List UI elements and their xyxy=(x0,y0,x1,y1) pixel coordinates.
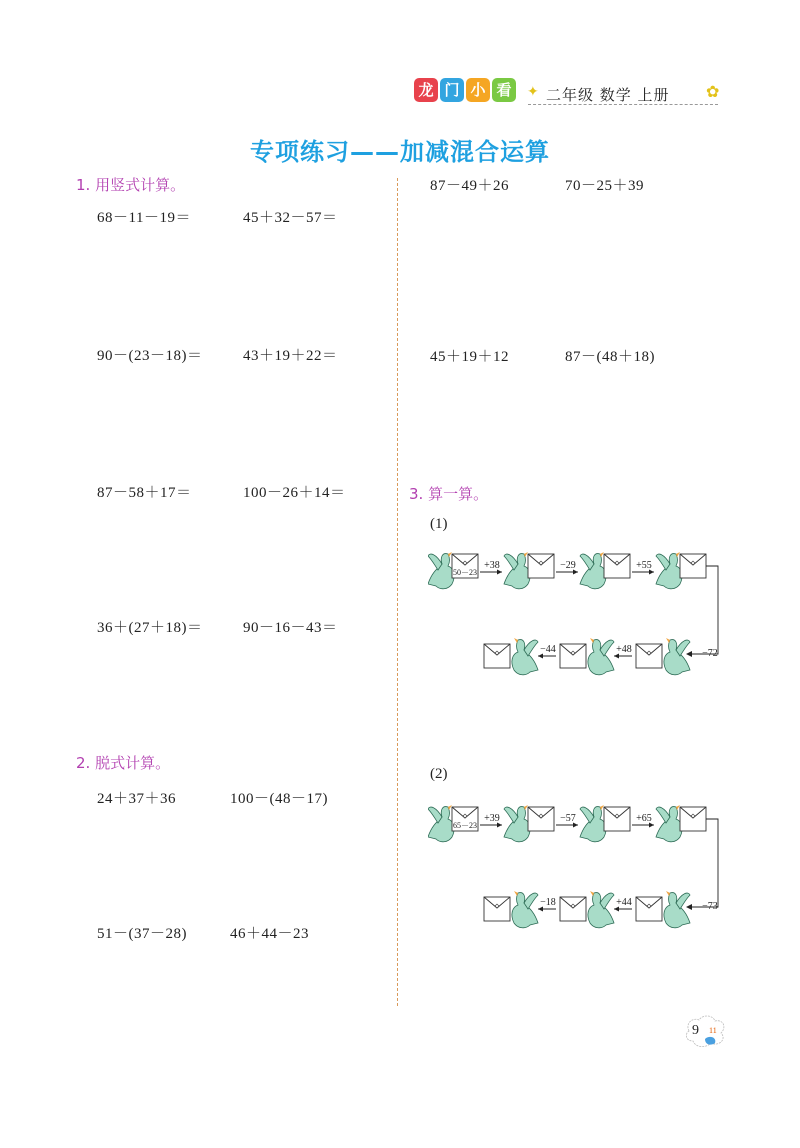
operation-label: −72 xyxy=(702,648,718,659)
operation-arrow xyxy=(632,560,654,575)
section2-heading: 2. 脱式计算。 xyxy=(76,754,171,772)
operation-label: −44 xyxy=(540,644,556,655)
chain-start-value: 65－23 xyxy=(453,821,477,830)
dove-icon xyxy=(656,805,682,842)
problem: 87－58＋17＝ xyxy=(97,485,192,501)
envelope-box xyxy=(680,554,706,578)
dove-icon xyxy=(428,805,454,842)
envelope-box xyxy=(452,807,478,831)
logo-char: 门 xyxy=(440,78,464,102)
problem: 70－25＋39 xyxy=(565,178,645,194)
operation-label: +44 xyxy=(616,897,632,908)
problem: 24＋37＋36 xyxy=(97,791,177,807)
envelope-box xyxy=(528,554,554,578)
dove-icon xyxy=(428,552,454,589)
operation-arrow xyxy=(614,897,632,912)
dove-icon xyxy=(588,638,614,675)
operation-chain-2 xyxy=(428,797,728,939)
chain-start-value: 50－23 xyxy=(453,568,477,577)
operation-label: −73 xyxy=(702,901,718,912)
dove-icon xyxy=(512,891,538,928)
envelope-box xyxy=(560,644,586,668)
logo-char: 小 xyxy=(466,78,490,102)
problem: 45＋32－57＝ xyxy=(243,210,338,226)
page-sub-number: 11 xyxy=(709,1026,717,1035)
logo-char: 龙 xyxy=(414,78,438,102)
page-title: 专项练习——加减混合运算 xyxy=(250,138,550,166)
operation-arrow xyxy=(686,566,718,659)
problem: 100－26＋14＝ xyxy=(243,485,346,501)
chain-label: (1) xyxy=(430,516,448,532)
operation-arrow xyxy=(538,644,556,659)
problem: 90－(23－18)＝ xyxy=(97,348,203,364)
operation-label: +55 xyxy=(636,560,652,571)
operation-label: −29 xyxy=(560,560,576,571)
operation-arrow xyxy=(686,819,718,912)
envelope-box xyxy=(680,807,706,831)
envelope-box xyxy=(560,897,586,921)
problem: 36＋(27＋18)＝ xyxy=(97,620,203,636)
problem: 87－(48＋18) xyxy=(565,349,655,365)
brand-logo xyxy=(414,78,526,104)
problem: 87－49＋26 xyxy=(430,178,510,194)
operation-label: +48 xyxy=(616,644,632,655)
dove-icon xyxy=(580,552,606,589)
dove-icon xyxy=(664,638,690,675)
problem: 45＋19＋12 xyxy=(430,349,510,365)
problem: 90－16－43＝ xyxy=(243,620,338,636)
star-icon: ✦ xyxy=(527,84,539,100)
operation-arrow xyxy=(556,560,578,575)
dove-icon xyxy=(580,805,606,842)
operation-label: −18 xyxy=(540,897,556,908)
operation-label: −57 xyxy=(560,813,576,824)
operation-label: +38 xyxy=(484,560,500,571)
operation-arrow xyxy=(614,644,632,659)
dove-icon xyxy=(656,552,682,589)
operation-arrow xyxy=(632,813,654,828)
section3-heading: 3. 算一算。 xyxy=(409,485,489,503)
problem: 46＋44－23 xyxy=(230,926,310,942)
operation-arrow xyxy=(480,560,502,575)
envelope-box xyxy=(636,897,662,921)
operation-arrow xyxy=(538,897,556,912)
page-number: 9 xyxy=(692,1023,699,1038)
dove-icon xyxy=(504,552,530,589)
operation-label: +39 xyxy=(484,813,500,824)
envelope-box xyxy=(604,807,630,831)
header-divider xyxy=(528,104,718,105)
dove-icon xyxy=(512,638,538,675)
dove-icon xyxy=(504,805,530,842)
operation-arrow xyxy=(480,813,502,828)
envelope-box xyxy=(604,554,630,578)
column-divider xyxy=(397,178,398,1006)
envelope-box xyxy=(452,554,478,578)
problem: 51－(37－28) xyxy=(97,926,187,942)
chain-label: (2) xyxy=(430,766,448,782)
problem: 43＋19＋22＝ xyxy=(243,348,338,364)
problem: 100－(48－17) xyxy=(230,791,328,807)
logo-char: 看 xyxy=(492,78,516,102)
envelope-box xyxy=(484,644,510,668)
operation-chain-1 xyxy=(428,544,728,686)
grade-subject-label: 二年级 数学 上册 xyxy=(546,86,670,104)
problem: 68－11－19＝ xyxy=(97,210,191,226)
operation-arrow xyxy=(556,813,578,828)
operation-label: +65 xyxy=(636,813,652,824)
page-number-badge xyxy=(683,1013,727,1049)
envelope-box xyxy=(636,644,662,668)
dove-icon xyxy=(588,891,614,928)
dove-icon xyxy=(664,891,690,928)
envelope-box xyxy=(484,897,510,921)
envelope-box xyxy=(528,807,554,831)
butterfly-icon: ✿ xyxy=(706,82,720,101)
section1-heading: 1. 用竖式计算。 xyxy=(76,176,186,194)
